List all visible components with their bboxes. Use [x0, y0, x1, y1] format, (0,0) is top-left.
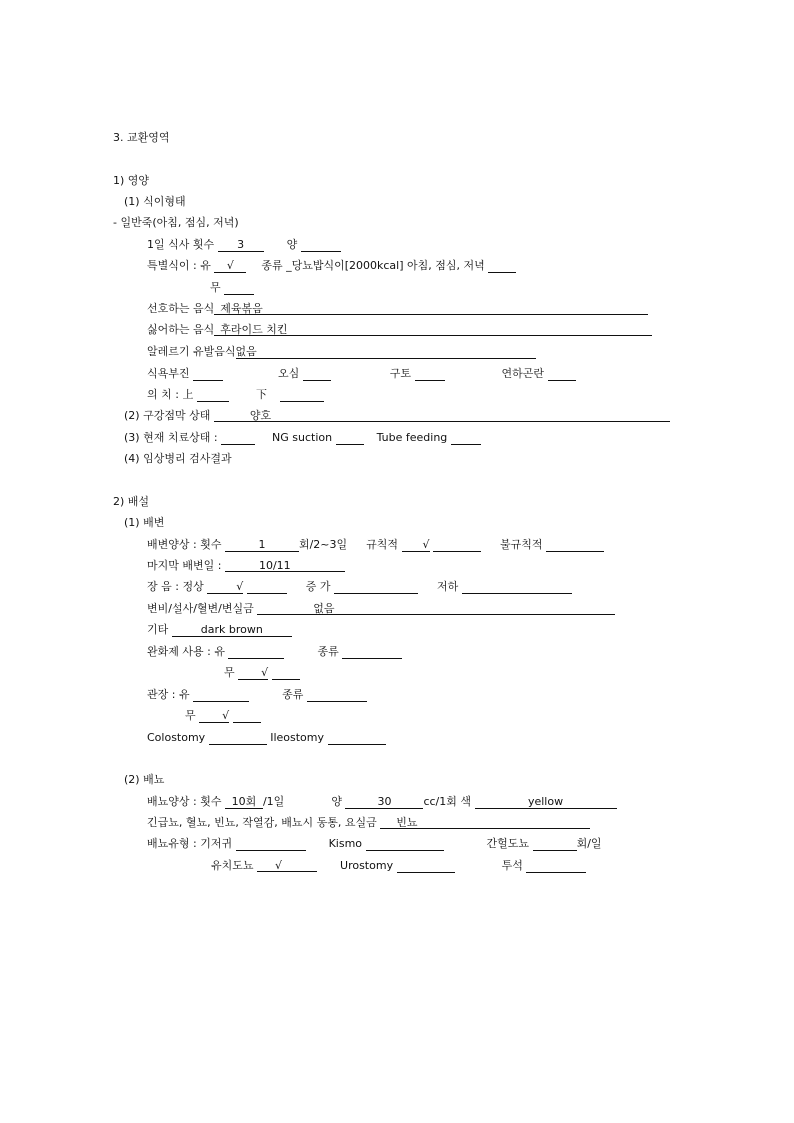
urostomy-label: Urostomy — [340, 859, 394, 872]
disliked-food-row — [147, 323, 652, 337]
decrease-label: 저하 — [436, 580, 459, 593]
teeth-lower-label: 下 — [255, 388, 267, 401]
special-diet-none-row — [210, 281, 254, 295]
oral-label: (2) 구강점막 상태 — [124, 409, 211, 422]
tube-field — [451, 431, 481, 445]
oral-value: 양호 — [214, 409, 670, 422]
irregular-label: 불규칙적 — [500, 538, 543, 551]
enema-none-field — [233, 709, 261, 723]
diet-current: - 일반죽(아침, 점심, 저녁) — [113, 216, 239, 229]
treatment-row — [124, 431, 481, 445]
enema-none-label: 무 — [185, 709, 196, 722]
teeth-upper-field — [197, 388, 229, 402]
urine-type-row — [147, 837, 602, 851]
teeth-lower-field — [280, 388, 324, 402]
urine-issue-row — [147, 816, 590, 830]
treatment-field — [221, 431, 255, 445]
urine-label: (2) 배뇨 — [124, 773, 165, 786]
bowel-issue-row — [147, 602, 615, 616]
bowel-sound-row — [147, 580, 572, 594]
tube-label: Tube feeding — [376, 431, 448, 444]
intermittent-field — [533, 837, 577, 851]
special-diet-none-field — [224, 281, 254, 295]
laxative-field — [228, 645, 284, 659]
urine-amount-value: 30 — [345, 795, 423, 809]
special-diet-type-value: 당뇨밥식이[2000kcal] 아침, 점심, 저녁 — [291, 259, 485, 272]
intermittent-unit: 회/일 — [576, 837, 602, 850]
urine-issue-label: 긴급뇨, 혈뇨, 빈뇨, 작열감, 배뇨시 동통, 요실금 — [147, 816, 377, 829]
kismo-label: Kismo — [328, 837, 363, 850]
urine-amount-label: 양 — [331, 795, 342, 808]
last-bowel-label: 마지막 배변일 : — [147, 559, 222, 572]
urostomy-field — [397, 859, 455, 873]
ng-field — [336, 431, 364, 445]
bowel-label: (1) 배변 — [124, 516, 165, 529]
preferred-food-row — [147, 302, 648, 316]
nausea-label: 오심 — [278, 367, 300, 380]
enema-label: 관장 : 유 — [147, 688, 190, 701]
laxative-type-field — [342, 645, 402, 659]
kismo-field — [366, 837, 444, 851]
ng-label: NG suction — [272, 431, 333, 444]
laxative-label: 완화제 사용 : 유 — [147, 645, 225, 658]
special-diet-type-label: 종류 _ — [261, 259, 292, 272]
nausea-field — [303, 367, 331, 381]
lab-label: (4) 임상병리 검사결과 — [124, 452, 232, 465]
enema-type-label: 종류 — [282, 688, 304, 701]
other-row — [147, 623, 292, 637]
bowel-sound-check: √ — [207, 580, 243, 594]
urine-issue-value: 빈뇨 — [380, 816, 590, 829]
dialysis-label: 투석 — [501, 859, 523, 872]
urine-pattern-label: 배뇨양상 : 횟수 — [147, 795, 222, 808]
laxative-type-label: 종류 — [317, 645, 339, 658]
allergy-value: 없음 — [236, 345, 536, 359]
meal-count-row — [147, 238, 341, 252]
bowel-sound-field — [247, 580, 287, 594]
increase-field — [334, 580, 418, 594]
bowel-pattern-label: 배변양상 : 횟수 — [147, 538, 222, 551]
enema-row — [147, 688, 367, 702]
enema-type-field — [307, 688, 367, 702]
enema-field — [193, 688, 249, 702]
allergy-label: 알레르기 유발음식 — [147, 345, 236, 358]
decrease-field — [462, 580, 572, 594]
ileostomy-label: Ileostomy — [270, 731, 324, 744]
preferred-food-label: 선호하는 음식 — [147, 302, 215, 315]
diaper-field — [236, 837, 306, 851]
oral-row — [124, 409, 670, 423]
other-label: 기타 — [147, 623, 169, 636]
laxative-none-row — [224, 666, 300, 680]
dysphagia-label: 연하곤란 — [501, 367, 545, 380]
anorexia-label: 식욕부진 — [147, 367, 190, 380]
meal-amount-label: 양 — [286, 238, 298, 251]
special-diet-row — [147, 259, 516, 273]
last-bowel-row — [147, 559, 345, 573]
enema-none-row — [185, 709, 261, 723]
foley-label: 유치도뇨 — [211, 859, 254, 872]
urine-type-label: 배뇨유형 : 기저귀 — [147, 837, 233, 850]
elimination-title: 2) 배설 — [113, 495, 150, 508]
diet-type-label: (1) 식이형태 — [124, 195, 186, 208]
ostomy-row — [147, 731, 386, 745]
section-heading: 3. 교환영역 — [113, 131, 170, 144]
bowel-issue-label: 변비/설사/혈변/변실금 — [147, 602, 254, 615]
urine-amount-unit: cc/1회 색 — [423, 795, 472, 808]
vomiting-field — [415, 367, 445, 381]
colostomy-label: Colostomy — [147, 731, 206, 744]
special-diet-check: √ — [214, 259, 246, 273]
urine-count-unit: /1일 — [262, 795, 285, 808]
disliked-food-value: 후라이드 치킨 — [214, 323, 652, 336]
dialysis-field — [526, 859, 586, 873]
urine-count-value: 10회 — [225, 795, 263, 809]
colostomy-field — [209, 731, 267, 745]
regular-label: 규칙적 — [366, 538, 399, 551]
bowel-issue-value: 없음 — [257, 602, 615, 615]
meal-count-value: 3 — [218, 238, 264, 252]
meal-amount-field — [301, 238, 341, 252]
laxative-row — [147, 645, 402, 659]
special-diet-type-field — [488, 259, 516, 273]
anorexia-field — [193, 367, 223, 381]
irregular-field — [546, 538, 604, 552]
regular-field — [433, 538, 481, 552]
dysphagia-field — [548, 367, 576, 381]
last-bowel-value: 10/11 — [225, 559, 345, 572]
treatment-label: (3) 현재 치료상태 : — [124, 431, 218, 444]
preferred-food-value: 제육볶음 — [214, 302, 648, 315]
laxative-none-label: 무 — [224, 666, 235, 679]
laxative-none-field — [272, 666, 300, 680]
urine-pattern-row — [147, 795, 617, 809]
bowel-count-value: 1 — [225, 538, 299, 552]
foley-check: √ — [257, 859, 317, 872]
bowel-count-unit: 회/2~3일 — [298, 538, 348, 551]
intermittent-label: 간헐도뇨 — [486, 837, 530, 850]
bowel-pattern-row — [147, 538, 604, 552]
increase-label: 증 가 — [305, 580, 331, 593]
urine-color-value: yellow — [475, 795, 617, 809]
meal-count-label: 1일 식사 횟수 — [147, 238, 215, 251]
laxative-none-check: √ — [238, 666, 268, 680]
ileostomy-field — [328, 731, 386, 745]
disliked-food-label: 싫어하는 음식 — [147, 323, 215, 336]
special-diet-none-label: 무 — [210, 281, 221, 294]
symptoms-row — [147, 367, 576, 381]
bowel-sound-label: 장 음 : 정상 — [147, 580, 204, 593]
allergy-row — [147, 345, 536, 359]
special-diet-label: 특별식이 : 유 — [147, 259, 211, 272]
teeth-row — [147, 388, 324, 402]
nutrition-title: 1) 영양 — [113, 174, 150, 187]
teeth-label: 의 치 : 上 — [147, 388, 194, 401]
enema-none-check: √ — [199, 709, 229, 723]
regular-check: √ — [402, 538, 430, 552]
vomiting-label: 구토 — [389, 367, 412, 380]
other-value: dark brown — [172, 623, 292, 637]
urine-type-row-2 — [211, 859, 586, 873]
